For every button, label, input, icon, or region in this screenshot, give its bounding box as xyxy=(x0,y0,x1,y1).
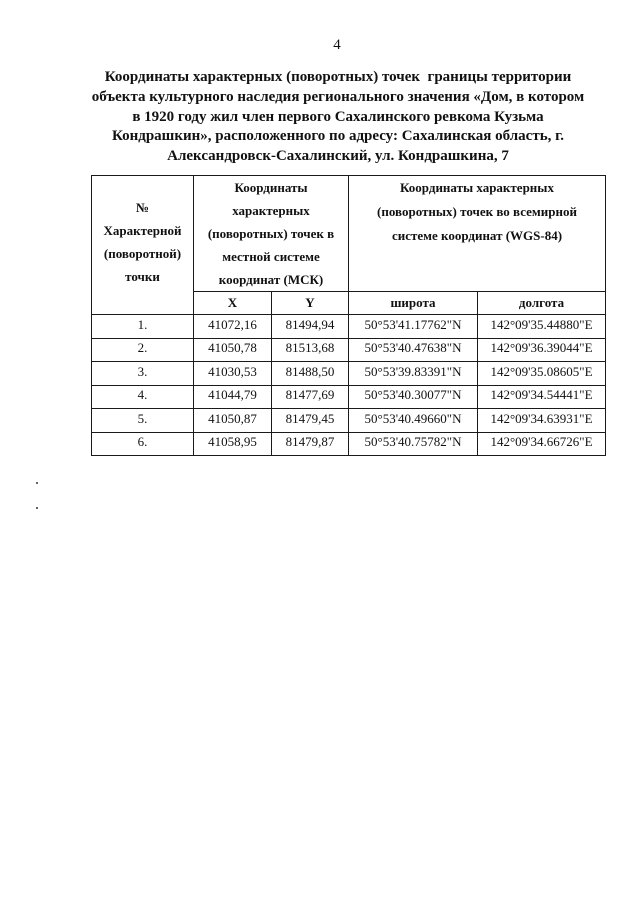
latitude-cell: 50°53'40.75782"N xyxy=(349,432,478,456)
x-cell: 41050,87 xyxy=(194,409,272,433)
header-line: Координаты xyxy=(234,180,308,195)
latitude-cell: 50°53'39.83391"N xyxy=(349,362,478,386)
y-cell: 81488,50 xyxy=(272,362,349,386)
title-line: Координаты характерных (поворотных) точек границы территории xyxy=(104,69,572,85)
header-line: № xyxy=(135,200,150,215)
table-row xyxy=(92,409,606,433)
longitude-cell: 142°09'35.44880"E xyxy=(478,315,606,339)
table-row xyxy=(92,385,606,409)
y-cell: 81513,68 xyxy=(272,338,349,362)
point-number-cell: 3. xyxy=(92,362,194,386)
longitude-cell: 142°09'35.08605"E xyxy=(478,362,606,386)
local-coordinates-header xyxy=(194,176,349,292)
table-row xyxy=(92,362,606,386)
scan-speck xyxy=(36,507,38,509)
header-line: (поворотных) точек во всемирной xyxy=(377,204,577,219)
header-line: Координаты характерных xyxy=(400,180,554,195)
header-line: точки xyxy=(125,269,160,284)
latitude-cell: 50°53'40.47638"N xyxy=(349,338,478,362)
longitude-cell: 142°09'34.66726"E xyxy=(478,432,606,456)
header-line: (поворотной) xyxy=(103,246,182,261)
y-cell: 81479,87 xyxy=(272,432,349,456)
header-line: координат (МСК) xyxy=(218,272,324,287)
document-title xyxy=(36,68,640,167)
longitude-column-header: долгота xyxy=(478,292,606,315)
x-column-header: X xyxy=(194,292,272,315)
x-cell: 41030,53 xyxy=(194,362,272,386)
latitude-column-header: широта xyxy=(349,292,478,315)
wgs84-coordinates-header xyxy=(349,176,606,292)
header-line: характерных xyxy=(232,203,310,218)
table-header-row xyxy=(92,176,606,292)
latitude-cell: 50°53'40.49660"N xyxy=(349,409,478,433)
title-line: Кондрашкин», расположенного по адресу: Сахалинская область, г. xyxy=(111,128,565,145)
latitude-cell: 50°53'40.30077"N xyxy=(349,385,478,409)
point-number-header xyxy=(92,176,194,315)
y-cell: 81494,94 xyxy=(272,315,349,339)
table-row xyxy=(92,432,606,456)
table-row xyxy=(92,315,606,339)
point-number-cell: 4. xyxy=(92,385,194,409)
y-cell: 81477,69 xyxy=(272,385,349,409)
header-line: (поворотных) точек в xyxy=(207,226,335,241)
header-line: местной системе xyxy=(222,249,320,264)
point-number-cell: 6. xyxy=(92,432,194,456)
longitude-cell: 142°09'34.54441"E xyxy=(478,385,606,409)
title-line: объекта культурного наследия регионального значения «Дом, в котором xyxy=(91,88,585,105)
point-number-cell: 1. xyxy=(92,315,194,339)
coordinates-table xyxy=(91,175,606,456)
x-cell: 41058,95 xyxy=(194,432,272,456)
longitude-cell: 142°09'36.39044"E xyxy=(478,338,606,362)
table-row xyxy=(92,338,606,362)
header-line: системе координат (WGS-84) xyxy=(391,228,563,243)
scan-speck xyxy=(36,482,38,484)
y-column-header: Y xyxy=(272,292,349,315)
y-cell: 81479,45 xyxy=(272,409,349,433)
title-line: Александровск-Сахалинский, ул. Кондрашкина, 7 xyxy=(167,148,509,165)
point-number-cell: 2. xyxy=(92,338,194,362)
x-cell: 41050,78 xyxy=(194,338,272,362)
latitude-cell: 50°53'41.17762"N xyxy=(349,315,478,339)
title-line: в 1920 году жил член первого Сахалинского ревкома Кузьма xyxy=(132,108,544,125)
x-cell: 41072,16 xyxy=(194,315,272,339)
point-number-cell: 5. xyxy=(92,409,194,433)
page-number: 4 xyxy=(333,37,341,53)
header-line: Характерной xyxy=(103,223,182,238)
x-cell: 41044,79 xyxy=(194,385,272,409)
longitude-cell: 142°09'34.63931"E xyxy=(478,409,606,433)
